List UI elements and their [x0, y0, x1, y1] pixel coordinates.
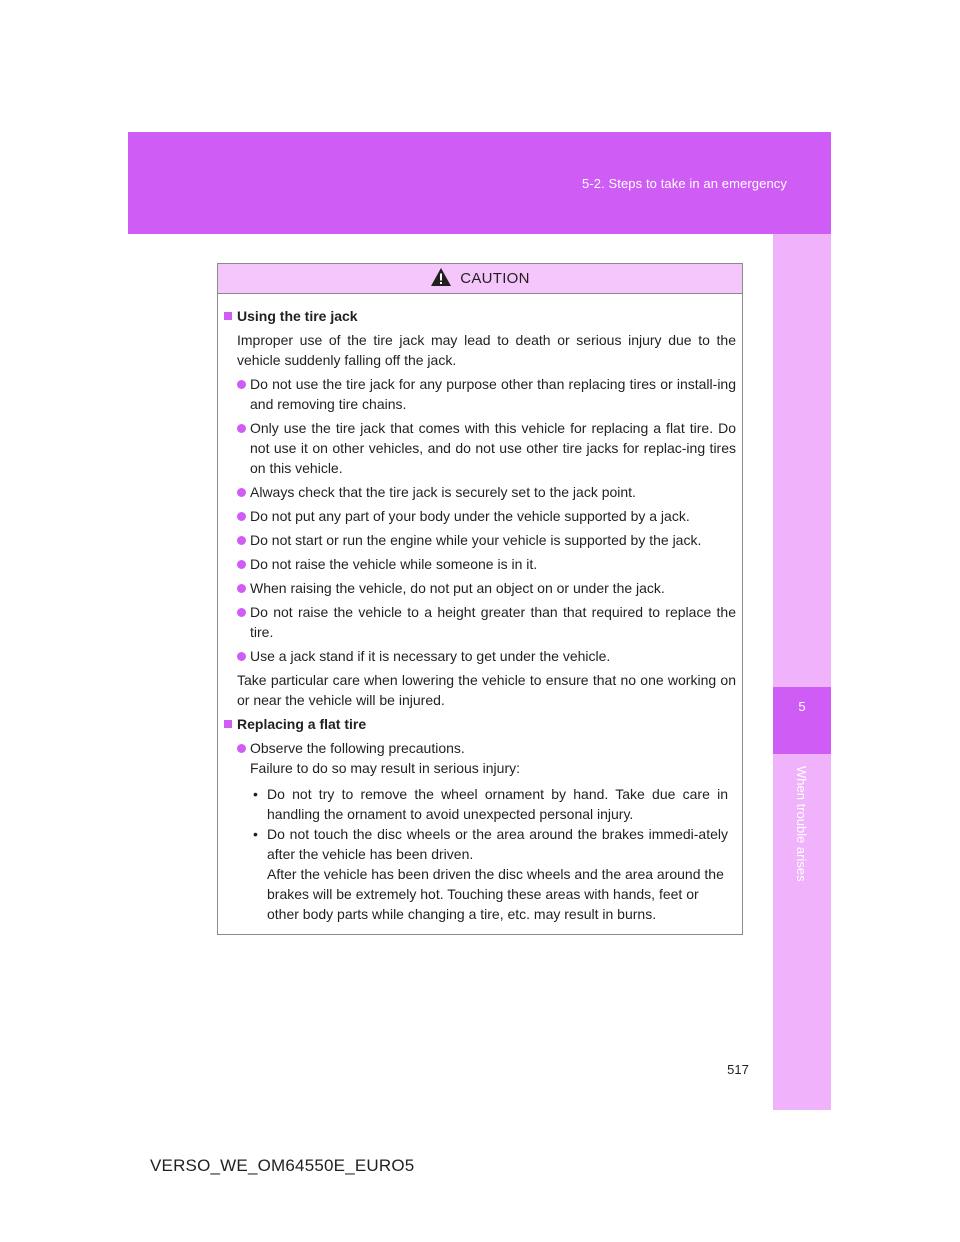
bullet-icon	[237, 608, 246, 617]
paragraph: Take particular care when lowering the vehicle to ensure that no one working on or near the vehicle will be injured.	[237, 672, 736, 708]
caution-header	[218, 264, 742, 294]
caution-title: CAUTION	[460, 270, 530, 287]
list-item-line: Failure to do so may result in serious injury:	[250, 760, 520, 776]
list-item: Do not start or run the engine while your vehicle is supported by the jack.	[224, 530, 736, 550]
list-item: Only use the tire jack that comes with this vehicle for replacing a flat tire. Do not use it on other vehicles, and do not use other tire jacks for replac-ing tires on this vehicle.	[224, 418, 736, 478]
caution-box	[217, 263, 743, 935]
chapter-label: When trouble arises	[794, 766, 809, 882]
section-title: Using the tire jack	[237, 308, 358, 324]
paragraph: Improper use of the tire jack may lead to death or serious injury due to the vehicle suddenly falling off the jack.	[237, 332, 736, 368]
section-replacing-flat-tire	[224, 714, 736, 734]
bullet-icon	[237, 584, 246, 593]
list-item: Do not raise the vehicle to a height greater than that required to replace the tire.	[224, 602, 736, 642]
bullet-icon	[237, 744, 246, 753]
sub-list-item: • Do not try to remove the wheel ornament by hand. Take due care in handling the ornament to avoid unexpected personal injury.	[253, 786, 728, 822]
list-item: Do not raise the vehicle while someone is in it.	[224, 554, 736, 574]
sub-bullet-icon: •	[253, 786, 258, 802]
chapter-side-strip	[773, 234, 831, 1110]
list-item: Do not use the tire jack for any purpose other than replacing tires or install-ing and removing tire chains.	[224, 374, 736, 414]
list-item: When raising the vehicle, do not put an object on or under the jack.	[224, 578, 736, 598]
bullet-icon	[237, 380, 246, 389]
list-item: Do not put any part of your body under the vehicle supported by a jack.	[224, 506, 736, 526]
section-heading: 5-2. Steps to take in an emergency	[581, 176, 787, 191]
square-marker-icon	[224, 720, 232, 728]
page-number: 517	[727, 1062, 749, 1077]
document-code: VERSO_WE_OM64550E_EURO5	[150, 1156, 415, 1175]
list-item: Always check that the tire jack is securely set to the jack point.	[224, 482, 736, 502]
bullet-icon	[237, 424, 246, 433]
section-title: Replacing a flat tire	[237, 716, 367, 732]
header-band	[128, 132, 831, 234]
bullet-icon	[237, 512, 246, 521]
chapter-number: 5	[798, 699, 806, 714]
bullet-icon	[237, 488, 246, 497]
bullet-icon	[237, 560, 246, 569]
sub-list-item	[224, 824, 736, 924]
chapter-tab	[773, 687, 831, 754]
sub-list-item-line: After the vehicle has been driven the disc wheels and the area around the brakes will be extremely hot. Touching these areas with hands, feet or other body parts while changing a tire, etc. may result in burns.	[267, 866, 724, 922]
warning-triangle-icon	[430, 267, 452, 287]
list-item-line: Observe the following precautions.	[250, 740, 465, 756]
list-item: Use a jack stand if it is necessary to get under the vehicle.	[224, 646, 736, 666]
bullet-icon	[237, 536, 246, 545]
sub-list-item-line: Do not touch the disc wheels or the area around the brakes immedi-ately after the vehicle has been driven.	[267, 826, 728, 862]
caution-body	[218, 294, 742, 924]
list-item	[224, 738, 736, 778]
square-marker-icon	[224, 312, 232, 320]
bullet-icon	[237, 652, 246, 661]
sub-bullet-icon: •	[253, 826, 258, 842]
section-using-tire-jack	[224, 306, 736, 326]
